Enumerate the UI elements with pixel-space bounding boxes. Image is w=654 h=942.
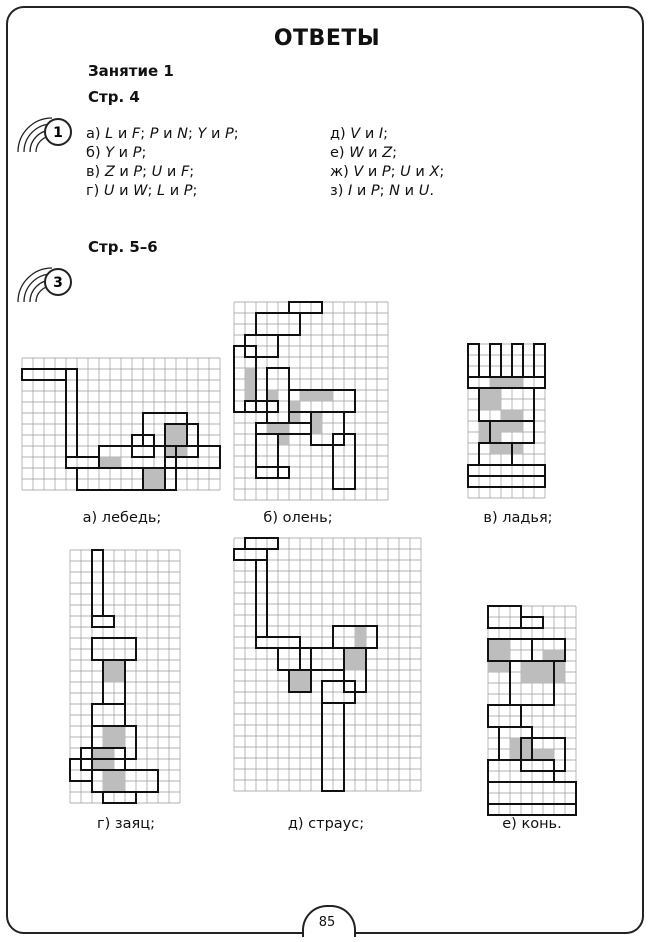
shaded-piece (267, 423, 289, 434)
shaded-piece (103, 770, 125, 792)
answer-part: ; (142, 164, 152, 180)
answer-line (86, 144, 239, 163)
answer-part: P (183, 183, 193, 199)
task3-number: 3 (53, 275, 63, 291)
figure-grid-hare (68, 548, 182, 805)
caption-rook: в) ладья; (483, 510, 553, 526)
answer-part: ; (390, 164, 401, 180)
answer-part: Z (104, 164, 115, 180)
shaded-piece (278, 434, 289, 445)
pentomino-outline (103, 792, 136, 803)
figure-grid-swan (20, 356, 233, 503)
answer-part: X (429, 164, 440, 180)
answer-part: I (347, 183, 353, 199)
shaded-piece (344, 648, 366, 670)
answer-part: и (162, 164, 181, 180)
answer-part: Y (105, 145, 115, 161)
answer-prefix: г) (86, 183, 104, 199)
task-sun-icon (14, 260, 78, 306)
pentomino-outline (245, 401, 278, 412)
answer-part: U (151, 164, 163, 180)
answer-part: ; (189, 164, 195, 180)
answer-part: и (360, 126, 379, 142)
shaded-piece (103, 726, 125, 748)
shaded-piece (521, 749, 554, 760)
answer-part: P (370, 183, 380, 199)
answer-part: N (389, 183, 401, 199)
answer-part: U (103, 183, 115, 199)
answer-part: . (429, 183, 434, 199)
answer-part: ; (192, 183, 198, 199)
answer-part: и (165, 183, 184, 199)
answer-part: N (177, 126, 189, 142)
answer-prefix: а) (86, 126, 106, 142)
answer-part: ; (379, 183, 390, 199)
answer-part: P (381, 164, 391, 180)
answer-part: I (378, 126, 384, 142)
pentomino-outline (468, 476, 545, 487)
pentomino-outline (289, 302, 322, 313)
page-title: ОТВЕТЫ (273, 26, 381, 51)
answer-part: и (206, 126, 226, 142)
pentomino-outline (256, 560, 267, 637)
lesson-heading: Занятие 1 (88, 62, 174, 80)
task1-number: 1 (53, 125, 63, 141)
caption-horse: е) конь. (502, 816, 562, 832)
caption-ostrich: д) страус; (287, 816, 365, 832)
answer-part: F (131, 126, 141, 142)
answer-part: и (158, 126, 178, 142)
pentomino-outline (468, 344, 479, 377)
shaded-piece (311, 412, 322, 434)
answer-part: ; (383, 126, 389, 142)
answer-part: F (180, 164, 190, 180)
answer-part: и (114, 183, 134, 199)
answer-part: U (418, 183, 430, 199)
answer-part: U (400, 164, 411, 180)
answer-line (86, 125, 239, 144)
answer-part: L (157, 183, 166, 199)
shaded-piece (521, 661, 543, 683)
answer-prefix: б) (86, 145, 106, 161)
answer-part: Z (382, 145, 393, 161)
answer-part: и (113, 126, 132, 142)
page-ref-4: Стр. 4 (88, 88, 140, 106)
figure-grid-deer (232, 300, 390, 502)
shaded-piece (355, 626, 366, 648)
answer-part: и (114, 164, 134, 180)
answer-part: Y (197, 126, 207, 142)
answer-line (86, 163, 239, 182)
caption-hare: г) заяц; (97, 816, 155, 832)
answer-part: и (410, 164, 430, 180)
caption-swan: а) лебедь; (82, 510, 162, 526)
answer-part: W (349, 145, 364, 161)
answer-line (330, 163, 444, 182)
task1-answers-left (86, 125, 239, 201)
pentomino-outline (234, 549, 267, 560)
answer-prefix: д) (330, 126, 351, 142)
answer-part: P (149, 126, 159, 142)
shaded-piece (103, 660, 125, 682)
answer-part: и (114, 145, 133, 161)
page-number: 85 (318, 915, 336, 930)
answer-part: ; (141, 145, 147, 161)
shaded-piece (289, 670, 311, 692)
shaded-piece (143, 468, 165, 490)
page-ref-5-6: Стр. 5–6 (88, 238, 158, 256)
shaded-piece (267, 390, 278, 401)
shaded-piece (490, 377, 523, 388)
answer-part: ; (392, 145, 398, 161)
pentomino-outline (66, 457, 99, 468)
shaded-piece (490, 443, 523, 454)
shaded-piece (479, 388, 501, 410)
answer-part: V (353, 164, 364, 180)
answer-part: L (105, 126, 114, 142)
answer-part: ; (439, 164, 445, 180)
answer-part: ; (233, 126, 239, 142)
shaded-piece (245, 368, 256, 401)
answer-part: ; (140, 126, 150, 142)
shaded-piece (99, 457, 121, 468)
answer-part: W (133, 183, 148, 199)
answer-prefix: ж) (330, 164, 354, 180)
answer-part: V (350, 126, 361, 142)
pentomino-outline (245, 538, 278, 549)
answer-part: и (363, 145, 383, 161)
answer-part: и (400, 183, 419, 199)
pentomino-outline (512, 344, 523, 377)
task1-answers-right (330, 125, 444, 201)
pentomino-outline (256, 467, 289, 478)
answer-part: P (133, 164, 143, 180)
answer-part: P (132, 145, 142, 161)
figure-grid-ostrich (232, 536, 423, 793)
answer-line (330, 144, 444, 163)
caption-deer: б) олень; (263, 510, 333, 526)
answer-line (330, 125, 444, 144)
shaded-piece (488, 639, 510, 672)
pentomino-outline (534, 344, 545, 377)
figure-grid-rook (466, 342, 547, 500)
answer-prefix: в) (86, 164, 105, 180)
answer-prefix: е) (330, 145, 350, 161)
shaded-piece (300, 390, 333, 401)
answer-part: и (352, 183, 371, 199)
answer-part: P (225, 126, 234, 142)
answer-part: и (363, 164, 382, 180)
pentomino-outline (490, 344, 501, 377)
answer-part: ; (147, 183, 158, 199)
figure-grid-horse (486, 604, 578, 817)
answer-prefix: з) (330, 183, 348, 199)
answer-part: ; (188, 126, 198, 142)
task-sun-icon (14, 110, 78, 156)
answer-line (330, 182, 444, 201)
answer-line (86, 182, 239, 201)
